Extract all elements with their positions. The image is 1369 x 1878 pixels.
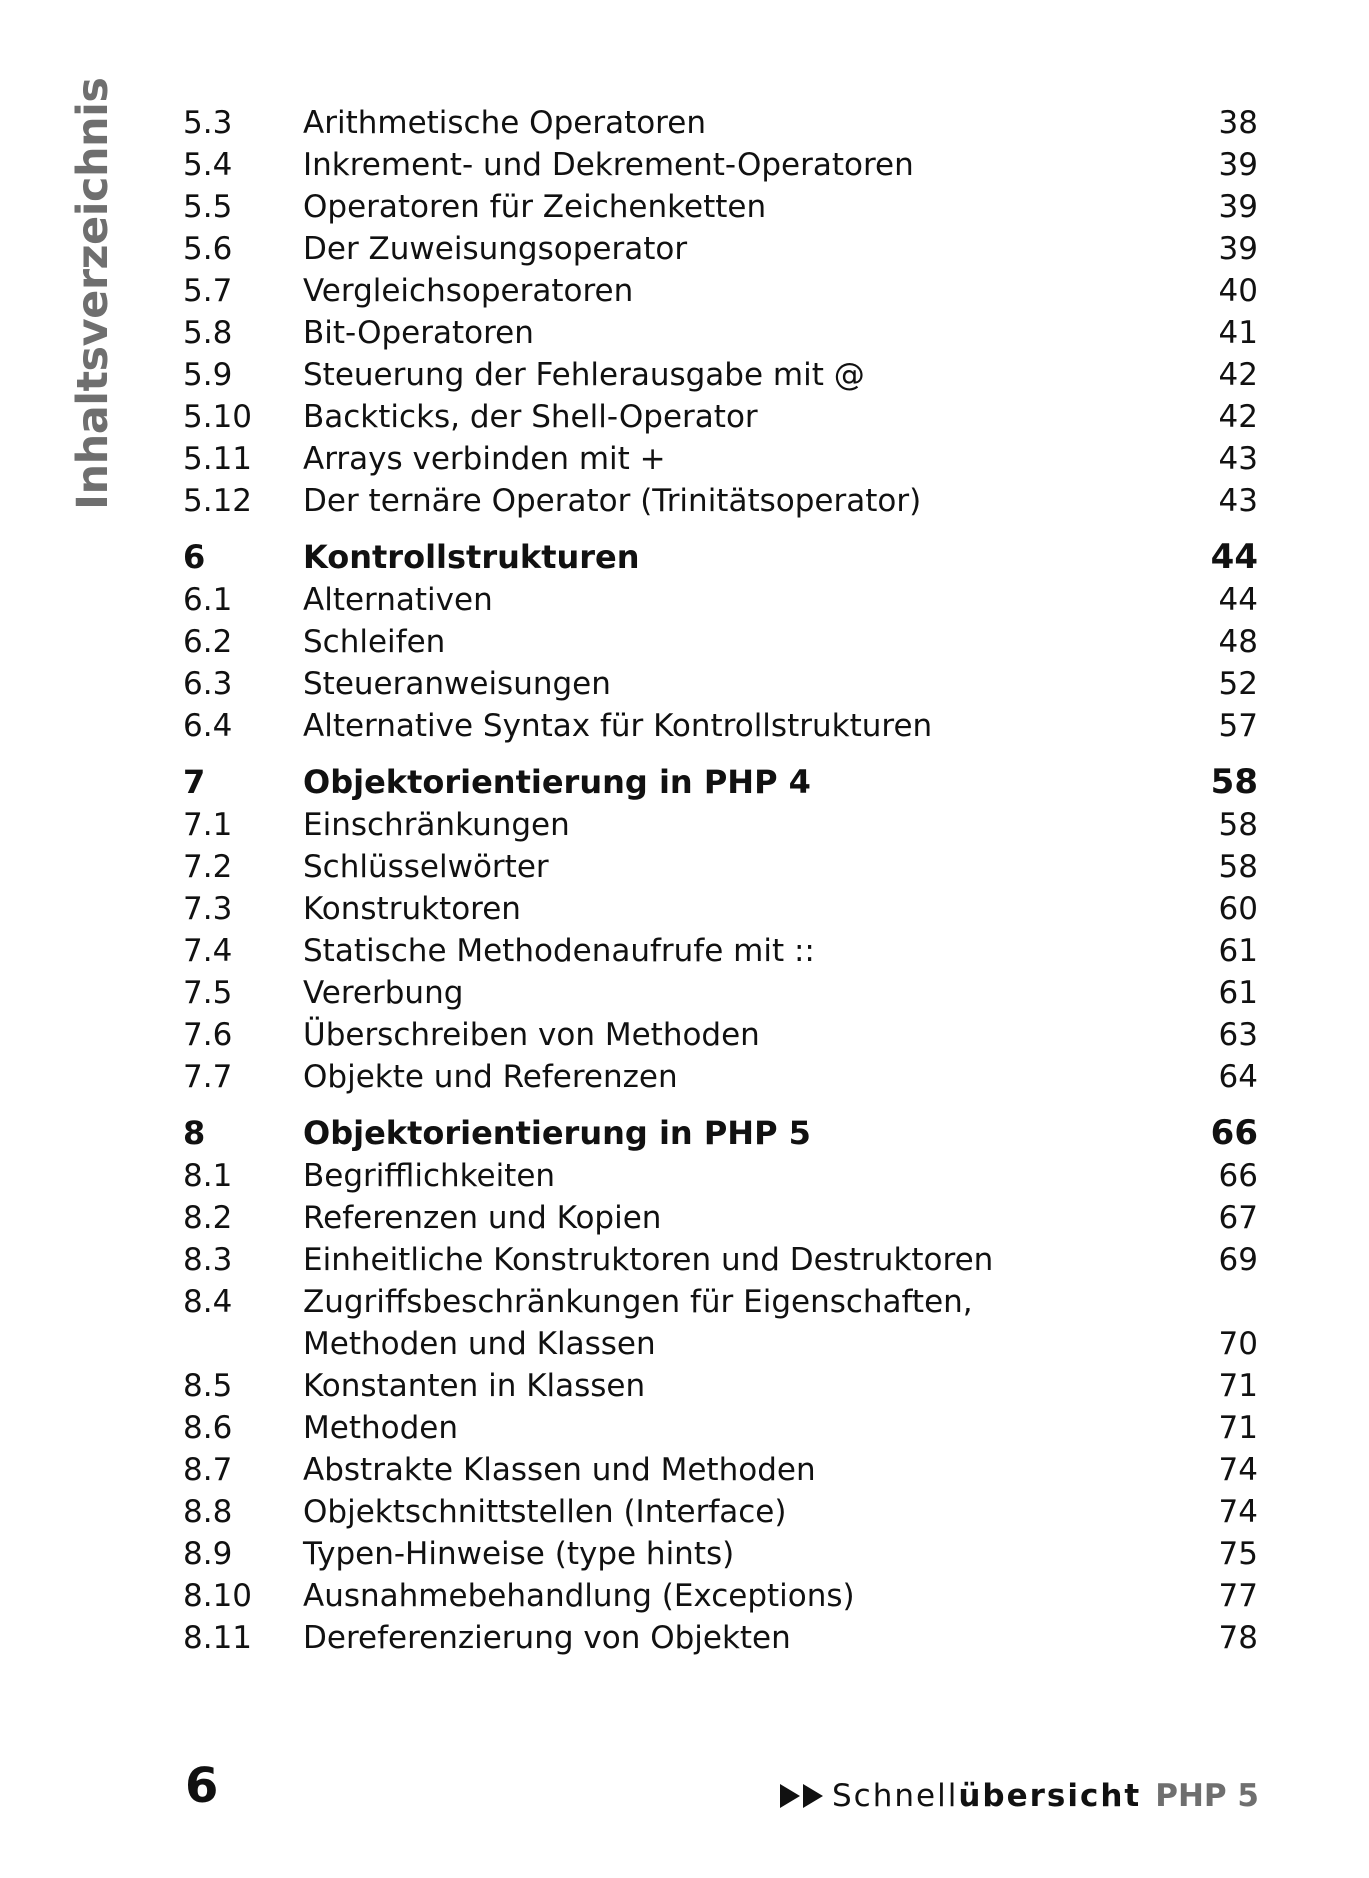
toc-entry-num: 7.1 bbox=[183, 807, 233, 843]
toc-entry-num: 7.6 bbox=[183, 1017, 233, 1053]
toc-entry-num: 7.3 bbox=[183, 891, 233, 927]
toc-entry bbox=[183, 480, 1258, 522]
toc-entry-page: 77 bbox=[1218, 1578, 1258, 1614]
toc-entry-num: 5.11 bbox=[183, 441, 253, 477]
toc-entry-num: 7.4 bbox=[183, 933, 233, 969]
toc-entry-page: 41 bbox=[1218, 315, 1258, 351]
table-of-contents bbox=[183, 102, 1258, 1673]
toc-entry-title: Kontrollstrukturen bbox=[303, 538, 640, 576]
toc-entry-num: 6.2 bbox=[183, 624, 233, 660]
toc-entry-num: 7.5 bbox=[183, 975, 233, 1011]
toc-entry-title: Vererbung bbox=[303, 975, 464, 1011]
toc-section bbox=[183, 1112, 1258, 1659]
toc-entry bbox=[183, 102, 1258, 144]
toc-entry-page: 74 bbox=[1218, 1494, 1258, 1530]
toc-entry bbox=[183, 1281, 1258, 1323]
toc-entry-num: 5.8 bbox=[183, 315, 233, 351]
toc-entry-title: Bit-Operatoren bbox=[303, 315, 534, 351]
toc-entry-title: Schlüsselwörter bbox=[303, 849, 549, 885]
toc-entry bbox=[183, 312, 1258, 354]
toc-entry-title: Der Zuweisungsoperator bbox=[303, 231, 688, 267]
toc-entry-page: 58 bbox=[1218, 849, 1258, 885]
toc-entry-title: Arrays verbinden mit + bbox=[303, 441, 666, 477]
toc-entry-page: 44 bbox=[1218, 582, 1258, 618]
toc-entry-page: 67 bbox=[1218, 1200, 1258, 1236]
toc-entry-page: 75 bbox=[1218, 1536, 1258, 1572]
toc-entry-title: Schleifen bbox=[303, 624, 446, 660]
toc-entry-page: 58 bbox=[1210, 762, 1258, 802]
toc-entry-title: Zugriffsbeschränkungen für Eigenschaften, bbox=[303, 1284, 973, 1320]
toc-entry bbox=[183, 705, 1258, 747]
toc-entry bbox=[183, 972, 1258, 1014]
toc-entry-page: 39 bbox=[1218, 189, 1258, 225]
toc-entry-num: 6.3 bbox=[183, 666, 233, 702]
toc-entry-title: Steueranweisungen bbox=[303, 666, 611, 702]
toc-entry bbox=[183, 1533, 1258, 1575]
side-title: Inhaltsverzeichnis bbox=[68, 77, 118, 510]
toc-entry-title: Objektschnittstellen (Interface) bbox=[303, 1494, 787, 1530]
toc-entry-page: 78 bbox=[1218, 1620, 1258, 1656]
toc-entry bbox=[183, 1449, 1258, 1491]
series-bold: übersicht bbox=[958, 1778, 1142, 1814]
toc-entry-page: 44 bbox=[1210, 537, 1258, 577]
toc-entry bbox=[183, 579, 1258, 621]
toc-entry-page: 60 bbox=[1218, 891, 1258, 927]
toc-entry-num: 8.4 bbox=[183, 1284, 233, 1320]
toc-entry-title: Objekte und Referenzen bbox=[303, 1059, 678, 1095]
toc-entry-num: 8.11 bbox=[183, 1620, 253, 1656]
toc-section bbox=[183, 102, 1258, 522]
double-arrow-icon bbox=[780, 1784, 826, 1808]
toc-entry-title: Steuerung der Fehlerausgabe mit @ bbox=[303, 357, 865, 393]
toc-entry-title: Konstruktoren bbox=[303, 891, 521, 927]
toc-entry-num: 5.3 bbox=[183, 105, 233, 141]
page-number: 6 bbox=[185, 1758, 219, 1814]
toc-entry-page: 61 bbox=[1218, 975, 1258, 1011]
toc-entry-num: 5.7 bbox=[183, 273, 233, 309]
toc-entry bbox=[183, 1407, 1258, 1449]
toc-entry-title: Ausnahmebehandlung (Exceptions) bbox=[303, 1578, 855, 1614]
toc-entry-page: 70 bbox=[1218, 1326, 1258, 1362]
toc-entry-title: Operatoren für Zeichenketten bbox=[303, 189, 767, 225]
toc-entry-num: 6.4 bbox=[183, 708, 233, 744]
toc-entry-page: 71 bbox=[1218, 1410, 1258, 1446]
toc-entry-title: Alternativen bbox=[303, 582, 493, 618]
toc-entry-page: 52 bbox=[1218, 666, 1258, 702]
toc-entry-num: 8.2 bbox=[183, 1200, 233, 1236]
toc-entry-title: Dereferenzierung von Objekten bbox=[303, 1620, 791, 1656]
toc-entry-page: 43 bbox=[1218, 441, 1258, 477]
toc-entry-num: 8.9 bbox=[183, 1536, 233, 1572]
toc-entry-num: 6 bbox=[183, 538, 206, 576]
toc-entry-page: 66 bbox=[1218, 1158, 1258, 1194]
toc-entry bbox=[183, 1323, 1258, 1365]
footer-series bbox=[780, 1778, 1259, 1814]
toc-entry bbox=[183, 1155, 1258, 1197]
toc-entry-title: Abstrakte Klassen und Methoden bbox=[303, 1452, 816, 1488]
toc-entry-num: 7.2 bbox=[183, 849, 233, 885]
toc-entry bbox=[183, 1197, 1258, 1239]
toc-entry-page: 71 bbox=[1218, 1368, 1258, 1404]
toc-entry bbox=[183, 438, 1258, 480]
toc-entry bbox=[183, 396, 1258, 438]
toc-entry-title: Konstanten in Klassen bbox=[303, 1368, 646, 1404]
toc-entry-page: 64 bbox=[1218, 1059, 1258, 1095]
toc-entry bbox=[183, 1491, 1258, 1533]
toc-entry-page: 66 bbox=[1210, 1113, 1258, 1153]
toc-entry bbox=[183, 663, 1258, 705]
toc-entry-title: Typen-Hinweise (type hints) bbox=[303, 1536, 735, 1572]
toc-entry-title: Objektorientierung in PHP 4 bbox=[303, 763, 811, 801]
toc-entry-page: 39 bbox=[1218, 147, 1258, 183]
toc-section bbox=[183, 761, 1258, 1098]
toc-entry-title: Überschreiben von Methoden bbox=[303, 1017, 760, 1053]
toc-entry-num: 8.1 bbox=[183, 1158, 233, 1194]
toc-entry-page: 43 bbox=[1218, 483, 1258, 519]
toc-entry-title: Begrifflichkeiten bbox=[303, 1158, 556, 1194]
toc-entry-num: 8.8 bbox=[183, 1494, 233, 1530]
toc-entry-title: Methoden und Klassen bbox=[303, 1326, 656, 1362]
toc-entry-num: 5.9 bbox=[183, 357, 233, 393]
toc-entry-num: 8.10 bbox=[183, 1578, 253, 1614]
toc-entry bbox=[183, 1014, 1258, 1056]
toc-entry-page: 42 bbox=[1218, 357, 1258, 393]
toc-entry-title: Arithmetische Operatoren bbox=[303, 105, 706, 141]
toc-entry bbox=[183, 846, 1258, 888]
toc-section bbox=[183, 536, 1258, 747]
toc-entry-num: 6.1 bbox=[183, 582, 233, 618]
toc-entry-page: 39 bbox=[1218, 231, 1258, 267]
toc-entry bbox=[183, 1365, 1258, 1407]
toc-entry-num: 8.7 bbox=[183, 1452, 233, 1488]
toc-entry-page: 42 bbox=[1218, 399, 1258, 435]
toc-entry bbox=[183, 228, 1258, 270]
toc-entry bbox=[183, 1239, 1258, 1281]
toc-entry-num: 5.4 bbox=[183, 147, 233, 183]
toc-entry bbox=[183, 1575, 1258, 1617]
chapter-heading bbox=[183, 1112, 1258, 1155]
toc-entry bbox=[183, 888, 1258, 930]
toc-entry-title: Der ternäre Operator (Trinitätsoperator) bbox=[303, 483, 922, 519]
toc-entry-title: Vergleichsoperatoren bbox=[303, 273, 634, 309]
toc-entry-title: Statische Methodenaufrufe mit :: bbox=[303, 933, 815, 969]
toc-entry-page: 38 bbox=[1218, 105, 1258, 141]
toc-entry bbox=[183, 270, 1258, 312]
toc-entry bbox=[183, 621, 1258, 663]
chapter-heading bbox=[183, 761, 1258, 804]
toc-entry bbox=[183, 804, 1258, 846]
toc-entry-page: 63 bbox=[1218, 1017, 1258, 1053]
toc-entry-page: 58 bbox=[1218, 807, 1258, 843]
chapter-heading bbox=[183, 536, 1258, 579]
toc-entry-num: 7 bbox=[183, 763, 206, 801]
toc-entry bbox=[183, 144, 1258, 186]
toc-entry-num: 5.10 bbox=[183, 399, 253, 435]
toc-entry-page: 69 bbox=[1218, 1242, 1258, 1278]
toc-entry-num: 5.6 bbox=[183, 231, 233, 267]
toc-entry-num: 8.6 bbox=[183, 1410, 233, 1446]
toc-entry-page: 48 bbox=[1218, 624, 1258, 660]
toc-entry-title: Einheitliche Konstruktoren und Destruktoren bbox=[303, 1242, 994, 1278]
toc-entry-title: Alternative Syntax für Kontrollstrukturen bbox=[303, 708, 933, 744]
toc-entry-page: 57 bbox=[1218, 708, 1258, 744]
toc-entry-title: Methoden bbox=[303, 1410, 458, 1446]
toc-entry bbox=[183, 1617, 1258, 1659]
toc-entry-num: 5.5 bbox=[183, 189, 233, 225]
toc-entry-num: 8.3 bbox=[183, 1242, 233, 1278]
toc-entry bbox=[183, 354, 1258, 396]
toc-entry bbox=[183, 930, 1258, 972]
toc-entry bbox=[183, 186, 1258, 228]
toc-entry-title: Referenzen und Kopien bbox=[303, 1200, 662, 1236]
toc-entry bbox=[183, 1056, 1258, 1098]
toc-entry-num: 8 bbox=[183, 1114, 206, 1152]
toc-entry-num: 8.5 bbox=[183, 1368, 233, 1404]
toc-entry-title: Backticks, der Shell-Operator bbox=[303, 399, 758, 435]
toc-entry-title: Objektorientierung in PHP 5 bbox=[303, 1114, 811, 1152]
toc-entry-num: 7.7 bbox=[183, 1059, 233, 1095]
toc-entry-page: 61 bbox=[1218, 933, 1258, 969]
series-suffix: PHP 5 bbox=[1155, 1778, 1259, 1814]
toc-entry-num: 5.12 bbox=[183, 483, 253, 519]
toc-entry-title: Einschränkungen bbox=[303, 807, 570, 843]
toc-entry-title: Inkrement- und Dekrement-Operatoren bbox=[303, 147, 914, 183]
toc-entry-page: 40 bbox=[1218, 273, 1258, 309]
toc-entry-page: 74 bbox=[1218, 1452, 1258, 1488]
series-prefix: Schnell bbox=[832, 1778, 959, 1814]
